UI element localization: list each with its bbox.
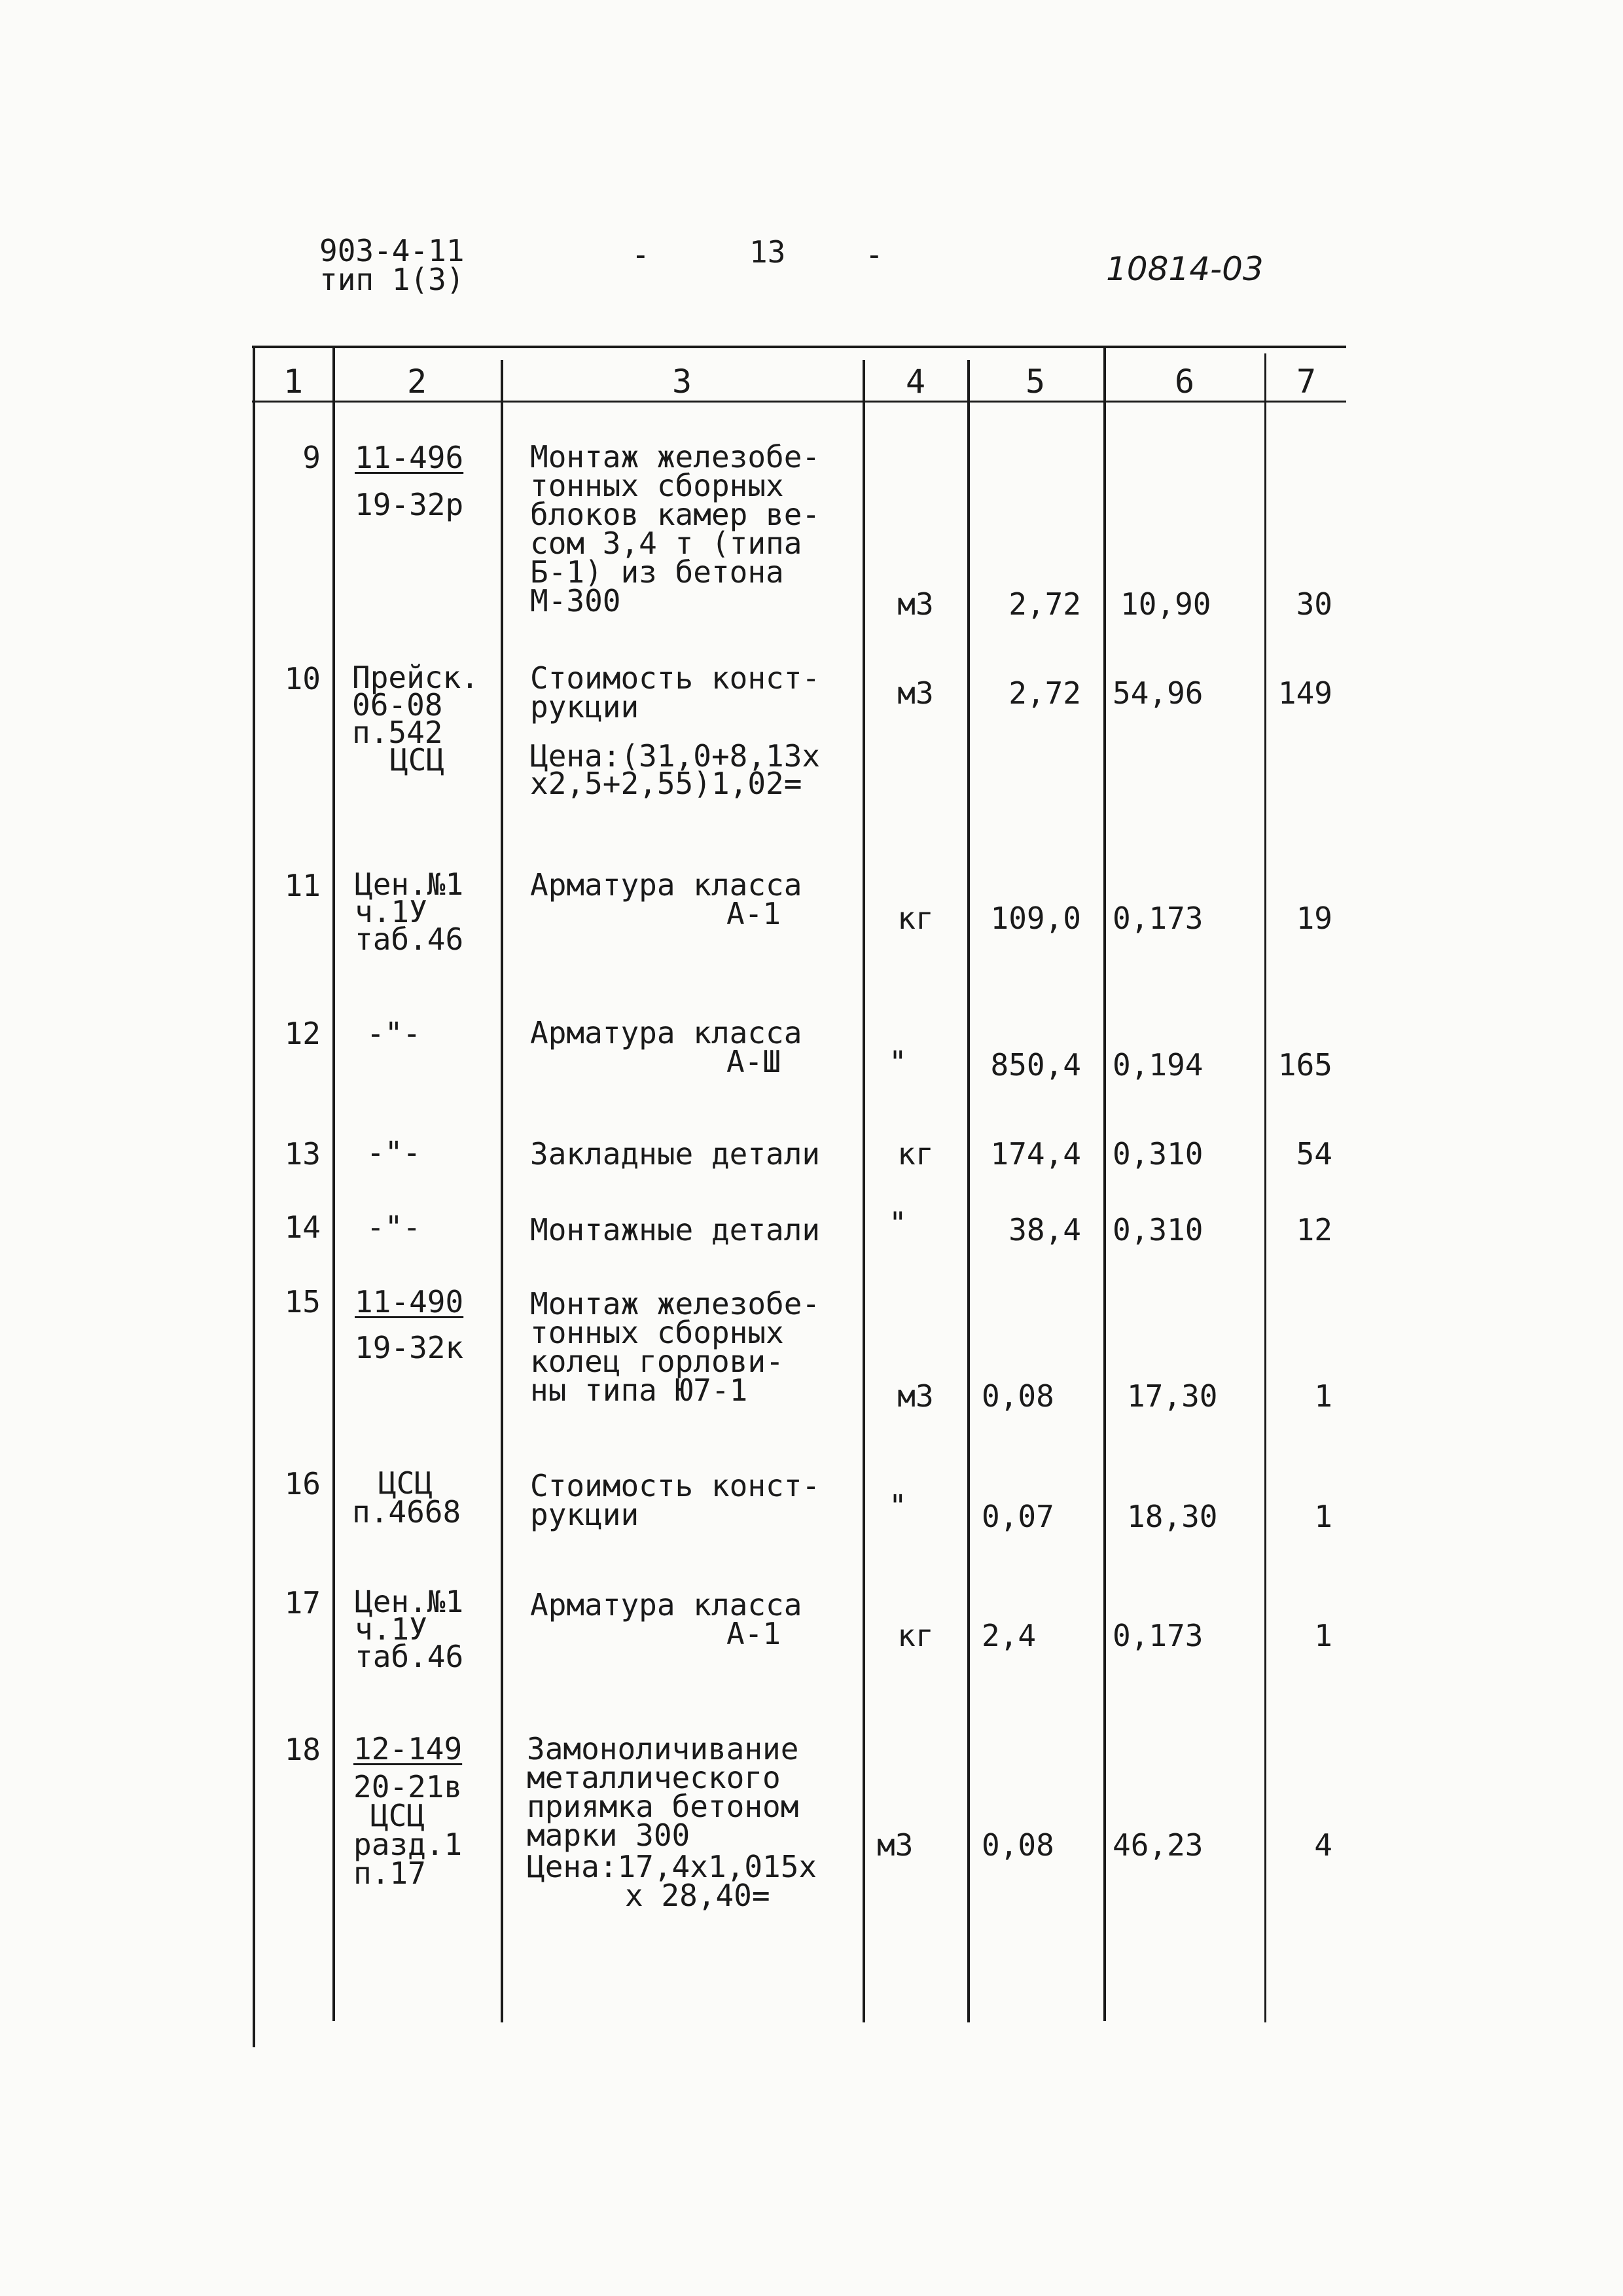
norm-code: 12-149 20-21в ЦСЦ разд.1 п.17: [353, 1731, 463, 1891]
column-number-1: 1: [283, 363, 304, 401]
work-description: Стоимость конст- рукции: [530, 660, 821, 725]
total-cost: 1: [1314, 1499, 1332, 1534]
work-description: Арматура класса А-1: [530, 1587, 802, 1651]
page-number: 13: [749, 234, 786, 270]
unit: кг: [897, 1136, 934, 1172]
norm-code: 11-490 19-32к: [355, 1284, 464, 1365]
unit-price: 54,96: [1113, 675, 1204, 711]
norm-code: 11-496 19-32р: [355, 440, 464, 522]
column-divider-2: [501, 360, 503, 2022]
quantity: 109,0: [990, 901, 1081, 936]
price-formula: Цена:17,4х1,015х х 28,40=: [527, 1849, 817, 1913]
page-dash-left: -: [632, 237, 650, 272]
unit-price: 0,173: [1113, 901, 1204, 936]
quantity: 0,07: [982, 1499, 1054, 1534]
norm-code: -"-: [366, 1135, 421, 1170]
work-description: Арматура класса А-Ш: [530, 1015, 802, 1079]
column-divider-1: [332, 346, 335, 2021]
quantity: 2,72: [1008, 586, 1081, 622]
header-rule: [252, 401, 1346, 403]
row-number: 17: [284, 1585, 321, 1621]
work-description: Монтажные детали: [530, 1212, 821, 1247]
unit: м3: [897, 675, 934, 711]
column-number-6: 6: [1174, 363, 1195, 401]
unit-price: 0,194: [1113, 1047, 1204, 1083]
row-number: 14: [284, 1210, 321, 1245]
work-description: Стоимость конст- рукции: [530, 1468, 821, 1532]
norm-code: -"-: [366, 1210, 421, 1245]
quantity: 2,4: [982, 1618, 1037, 1653]
column-divider-5: [1103, 346, 1106, 2021]
work-description: Закладные детали: [530, 1136, 821, 1172]
unit-price: 0,173: [1113, 1618, 1204, 1653]
quantity: 0,08: [982, 1827, 1054, 1863]
row-number: 13: [284, 1136, 321, 1172]
norm-code: -"-: [366, 1016, 421, 1051]
unit-price: 17,30: [1127, 1378, 1218, 1414]
column-number-5: 5: [1025, 363, 1046, 401]
row-number: 10: [284, 661, 321, 696]
unit-price: 18,30: [1127, 1499, 1218, 1534]
work-description: Монтаж железобе- тонных сборных колец горлови- ны типа Ю7-1: [530, 1286, 821, 1408]
unit: ": [889, 1045, 907, 1080]
table-left-border: [253, 346, 255, 2047]
document-type: тип 1(3): [319, 262, 465, 297]
work-description: Арматура класса А-1: [530, 867, 802, 931]
quantity: 850,4: [990, 1047, 1081, 1083]
row-number: 15: [284, 1284, 321, 1319]
work-description: Монтаж железобе- тонных сборных блоков камер ве- сом 3,4 т (типа Б-1) из бетона М-300: [530, 439, 821, 619]
column-number-3: 3: [671, 363, 692, 401]
work-description: Замоноличивание металлического приямка бетоном марки 300: [527, 1731, 799, 1853]
unit: ": [889, 1488, 907, 1524]
column-number-2: 2: [406, 363, 427, 401]
norm-code: Прейск. 06-08 п.542 ЦСЦ: [352, 660, 479, 778]
row-number: 18: [284, 1732, 321, 1767]
unit: кг: [897, 1618, 934, 1653]
quantity: 2,72: [1008, 675, 1081, 711]
unit-price: 10,90: [1120, 586, 1211, 622]
unit-price: 0,310: [1113, 1212, 1204, 1247]
total-cost: 4: [1314, 1827, 1332, 1863]
total-cost: 149: [1277, 675, 1332, 711]
unit-price: 0,310: [1113, 1136, 1204, 1172]
row-number: 9: [302, 440, 321, 475]
row-number: 12: [284, 1016, 321, 1051]
column-number-4: 4: [905, 363, 926, 401]
total-cost: 1: [1314, 1618, 1332, 1653]
total-cost: 54: [1296, 1136, 1332, 1172]
column-number-7: 7: [1296, 363, 1317, 401]
file-number: 10814-03: [1106, 250, 1264, 288]
norm-code: Цен.№1 ч.1У таб.46: [355, 867, 464, 957]
unit: кг: [897, 901, 934, 936]
row-number: 16: [284, 1466, 321, 1501]
total-cost: 165: [1277, 1047, 1332, 1083]
unit: м3: [897, 586, 934, 622]
unit: м3: [877, 1827, 914, 1863]
quantity: 38,4: [1008, 1212, 1081, 1247]
total-cost: 12: [1296, 1212, 1332, 1247]
row-number: 11: [284, 868, 321, 903]
total-cost: 1: [1314, 1378, 1332, 1414]
document-code: 903-4-11: [319, 233, 465, 268]
quantity: 174,4: [990, 1136, 1081, 1172]
column-divider-6: [1264, 353, 1266, 2022]
table-top-rule: [252, 346, 1346, 348]
price-formula: Цена:(31,0+8,13х х2,5+2,55)1,02=: [530, 738, 821, 801]
total-cost: 30: [1296, 586, 1332, 622]
norm-code: Цен.№1 ч.1У таб.46: [355, 1584, 464, 1674]
quantity: 0,08: [982, 1378, 1054, 1414]
total-cost: 19: [1296, 901, 1332, 936]
unit: м3: [897, 1378, 934, 1414]
page-dash-right: -: [865, 237, 883, 272]
unit-price: 46,23: [1113, 1827, 1204, 1863]
norm-code: ЦСЦ п.4668: [352, 1465, 461, 1530]
unit: ": [889, 1206, 907, 1241]
